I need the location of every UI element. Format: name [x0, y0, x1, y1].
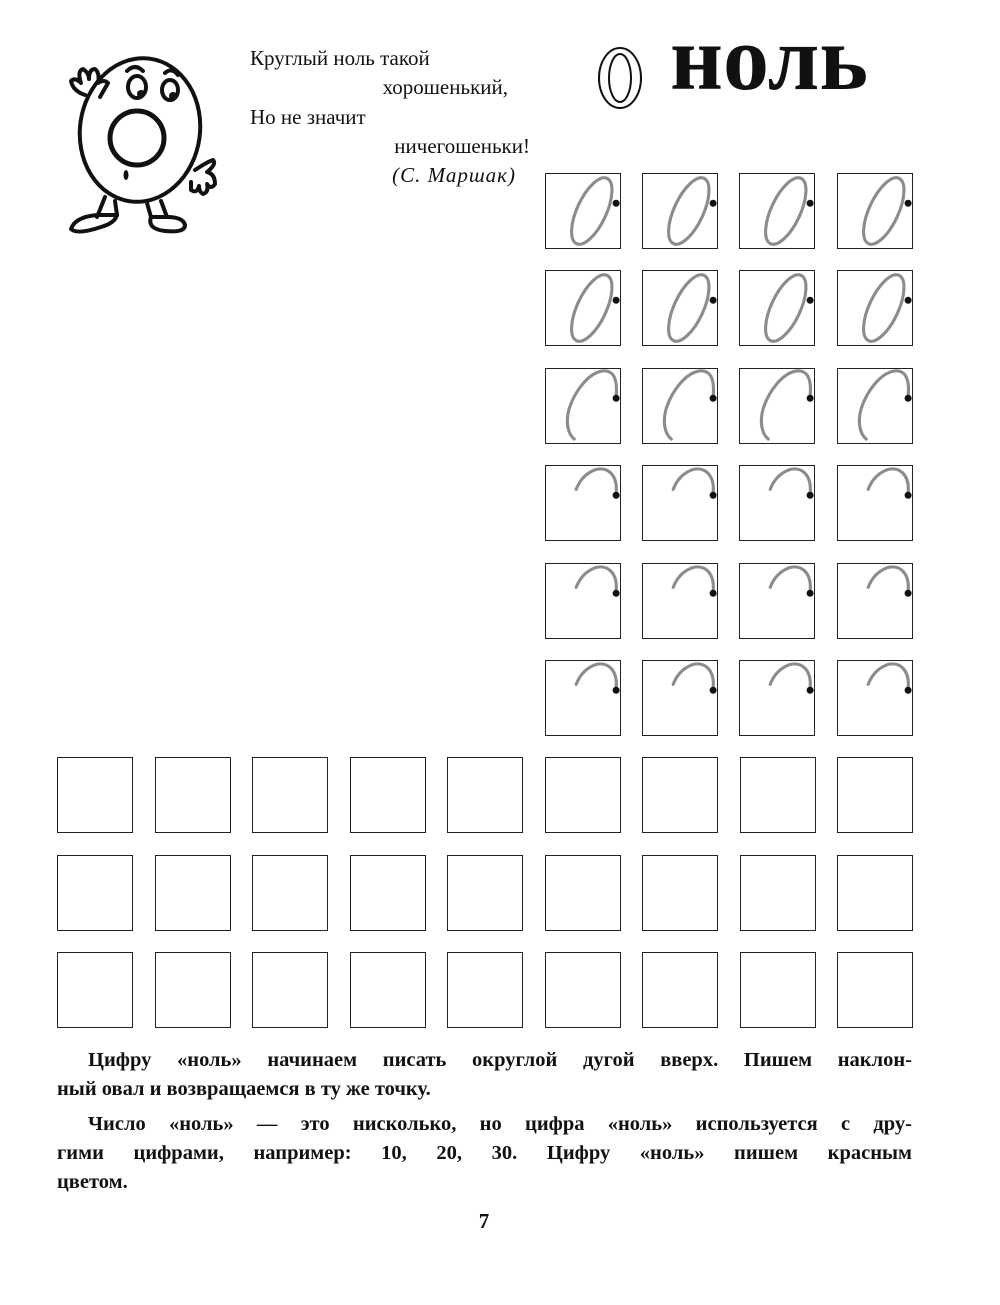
start-dot-icon	[613, 687, 620, 694]
zero-trace-guide-icon	[643, 466, 717, 540]
tracing-cell-short-arc[interactable]	[545, 465, 621, 541]
zero-trace-guide-icon	[643, 174, 717, 248]
tracing-cell-short-arc[interactable]	[642, 465, 718, 541]
start-dot-icon	[710, 589, 717, 596]
tracing-cell-short-arc[interactable]	[642, 563, 718, 639]
tracing-cell-short-arc[interactable]	[739, 660, 815, 736]
instruction-line: Число «ноль» — это нисколько, но цифра «ноль» используется с дру-	[88, 1113, 912, 1135]
zero-trace-guide-icon	[643, 564, 717, 638]
zero-trace-guide-icon	[838, 661, 912, 735]
practice-cell[interactable]	[252, 952, 328, 1028]
practice-cell[interactable]	[350, 855, 426, 931]
page-number: 7	[478, 1209, 490, 1233]
start-dot-icon	[613, 395, 620, 402]
tracing-cell-short-arc[interactable]	[642, 660, 718, 736]
zero-trace-guide-icon	[838, 466, 912, 540]
zero-trace-guide-icon	[740, 466, 814, 540]
practice-cell[interactable]	[545, 855, 621, 931]
practice-cell[interactable]	[740, 952, 816, 1028]
practice-cell[interactable]	[350, 757, 426, 833]
practice-cell[interactable]	[447, 757, 523, 833]
tracing-cell-full-oval[interactable]	[739, 173, 815, 249]
zero-trace-guide-icon	[838, 369, 912, 443]
start-dot-icon	[905, 297, 912, 304]
practice-cell[interactable]	[642, 757, 718, 833]
tracing-cell-short-arc[interactable]	[739, 563, 815, 639]
tracing-cell-full-oval[interactable]	[642, 173, 718, 249]
practice-cell[interactable]	[57, 952, 133, 1028]
tracing-cell-full-oval[interactable]	[739, 270, 815, 346]
practice-cell[interactable]	[447, 855, 523, 931]
title-word: ноль	[670, 7, 869, 109]
start-dot-icon	[905, 200, 912, 207]
zero-character-illustration	[55, 55, 230, 235]
tracing-cell-full-oval[interactable]	[545, 270, 621, 346]
tracing-cell-short-arc[interactable]	[739, 465, 815, 541]
zero-trace-guide-icon	[643, 271, 717, 345]
zero-trace-guide-icon	[740, 174, 814, 248]
practice-cell[interactable]	[57, 757, 133, 833]
start-dot-icon	[710, 395, 717, 402]
zero-trace-guide-icon	[740, 564, 814, 638]
instruction-line: Цифру «ноль» начинаем писать округлой дугой вверх. Пишем наклон-	[88, 1049, 912, 1071]
practice-cell[interactable]	[837, 952, 913, 1028]
start-dot-icon	[710, 200, 717, 207]
poem-line: хорошенький,	[382, 75, 508, 99]
poem-line: ничегошеньки!	[394, 134, 530, 158]
start-dot-icon	[710, 297, 717, 304]
practice-cell[interactable]	[740, 855, 816, 931]
zero-trace-guide-icon	[838, 564, 912, 638]
practice-cell[interactable]	[350, 952, 426, 1028]
practice-cell[interactable]	[642, 952, 718, 1028]
practice-cell[interactable]	[57, 855, 133, 931]
zero-trace-guide-icon	[546, 564, 620, 638]
practice-cell[interactable]	[545, 952, 621, 1028]
tracing-cell-short-arc[interactable]	[545, 563, 621, 639]
zero-trace-guide-icon	[838, 271, 912, 345]
start-dot-icon	[905, 395, 912, 402]
zero-trace-guide-icon	[546, 661, 620, 735]
start-dot-icon	[710, 687, 717, 694]
start-dot-icon	[613, 589, 620, 596]
practice-cell[interactable]	[837, 855, 913, 931]
start-dot-icon	[613, 200, 620, 207]
poem-author: (С. Маршак)	[392, 163, 516, 187]
practice-cell[interactable]	[545, 757, 621, 833]
practice-cell[interactable]	[837, 757, 913, 833]
practice-cell[interactable]	[155, 757, 231, 833]
tracing-cell-full-oval[interactable]	[837, 270, 913, 346]
tracing-cell-long-arc[interactable]	[837, 368, 913, 444]
start-dot-icon	[807, 200, 814, 207]
start-dot-icon	[905, 492, 912, 499]
zero-trace-guide-icon	[740, 661, 814, 735]
practice-cell[interactable]	[740, 757, 816, 833]
practice-cell[interactable]	[252, 757, 328, 833]
outlined-zero-digit	[596, 46, 644, 110]
tracing-cell-long-arc[interactable]	[545, 368, 621, 444]
tracing-cell-short-arc[interactable]	[837, 465, 913, 541]
tracing-cell-short-arc[interactable]	[837, 660, 913, 736]
instructions	[57, 1046, 912, 1197]
tracing-cell-short-arc[interactable]	[837, 563, 913, 639]
instruction-line: ный овал и возвращаемся в ту же точку.	[57, 1078, 431, 1100]
zero-trace-guide-icon	[643, 369, 717, 443]
tracing-cell-full-oval[interactable]	[642, 270, 718, 346]
poem-line: Круглый ноль такой	[250, 46, 430, 70]
start-dot-icon	[807, 589, 814, 596]
tracing-cell-long-arc[interactable]	[642, 368, 718, 444]
zero-trace-guide-icon	[546, 369, 620, 443]
practice-cell[interactable]	[252, 855, 328, 931]
start-dot-icon	[905, 687, 912, 694]
zero-trace-guide-icon	[546, 271, 620, 345]
practice-cell[interactable]	[155, 855, 231, 931]
tracing-cell-full-oval[interactable]	[545, 173, 621, 249]
zero-trace-guide-icon	[838, 174, 912, 248]
practice-cell[interactable]	[447, 952, 523, 1028]
start-dot-icon	[807, 492, 814, 499]
tracing-cell-long-arc[interactable]	[739, 368, 815, 444]
practice-cell[interactable]	[155, 952, 231, 1028]
start-dot-icon	[807, 687, 814, 694]
practice-cell[interactable]	[642, 855, 718, 931]
start-dot-icon	[905, 589, 912, 596]
start-dot-icon	[613, 297, 620, 304]
instruction-line: цветом.	[57, 1171, 128, 1193]
start-dot-icon	[807, 395, 814, 402]
zero-trace-guide-icon	[643, 661, 717, 735]
tracing-cell-short-arc[interactable]	[545, 660, 621, 736]
zero-trace-guide-icon	[740, 271, 814, 345]
start-dot-icon	[613, 492, 620, 499]
zero-trace-guide-icon	[740, 369, 814, 443]
zero-trace-guide-icon	[546, 466, 620, 540]
start-dot-icon	[710, 492, 717, 499]
zero-trace-guide-icon	[546, 174, 620, 248]
instruction-line: гими цифрами, например: 10, 20, 30. Цифру «ноль» пишем красным	[57, 1142, 912, 1164]
tracing-cell-full-oval[interactable]	[837, 173, 913, 249]
poem-line: Но не значит	[250, 105, 366, 129]
start-dot-icon	[807, 297, 814, 304]
